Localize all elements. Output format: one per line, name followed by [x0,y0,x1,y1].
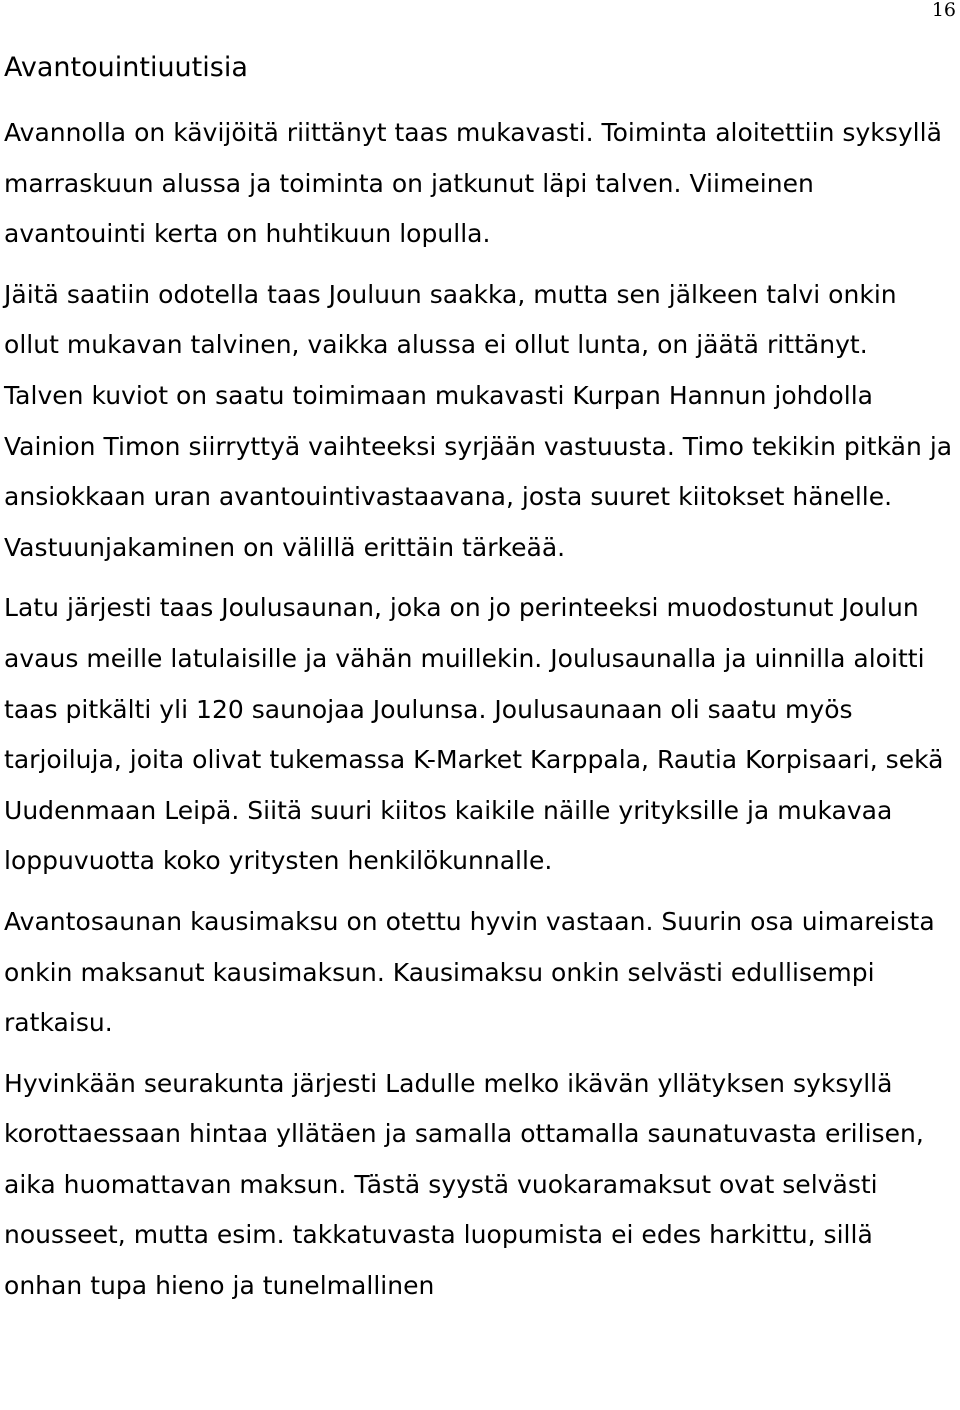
paragraph-opening: Avannolla on kävijöitä riittänyt taas mukavasti. Toiminta aloitettiin syksyllä marraskuun alussa ja toiminta on jatkunut läpi talven. Viimeinen avantouinti kerta on huhtikuun lopulla. [4,118,942,249]
paragraph-christmas-sauna: Latu järjesti taas Joulusaunan, joka on jo perinteeksi muodostunut Joulun avaus meille latulaisille ja vähän muillekin. Joulusaunalla ja uinnilla aloitti taas pitkälti yli 120 saunojaa Joulunsa. Joulusaunaan oli saatu myös tarjoiluja, joita olivat tukemassa K-Market Karppala, Rautia Korpisaari, sekä Uudenmaan Leipä. Siitä suuri kiitos kaikile näille yrityksille ja mukavaa loppuvuotta koko yritysten henkilökunnalle. [4,593,944,876]
paragraph-parish-rent: Hyvinkään seurakunta järjesti Ladulle melko ikävän yllätyksen syksyllä korottaessaan hintaa yllätäen ja samalla ottamalla saunatuvasta erilisen, aika huomattavan maksun. Tästä syystä vuokaramaksut ovat selvästi nousseet, mutta esim. takkatuvasta luopumista ei edes harkittu, sillä onhan tupa hieno ja tunelmallinen [4,1068,924,1301]
paragraph-winter: Jäitä saatiin odotella taas Jouluun saakka, mutta sen jälkeen talvi onkin ollut mukavan talvinen, vaikka alussa ei ollut lunta, on jäätä rittänyt. Talven kuviot on saatu toimimaan mukavasti Kurpan Hannun johdolla Vainion Timon siirryttyä vaihteeksi syrjään vastuusta. Timo tekikin pitkän ja ansiokkaan uran avantouintivastaavana, josta suuret kiitokset hänelle. Vastuunjakaminen on välillä erittäin tärkeää. [4,279,953,562]
page-number: 16 [931,0,956,21]
paragraph-season-fee: Avantosaunan kausimaksu on otettu hyvin vastaan. Suurin osa uimareista onkin maksanut kausimaksun. Kausimaksu onkin selvästi edullisempi ratkaisu. [4,906,935,1038]
article-heading: Avantouintiuutisia [4,52,248,83]
article [4,48,954,1322]
